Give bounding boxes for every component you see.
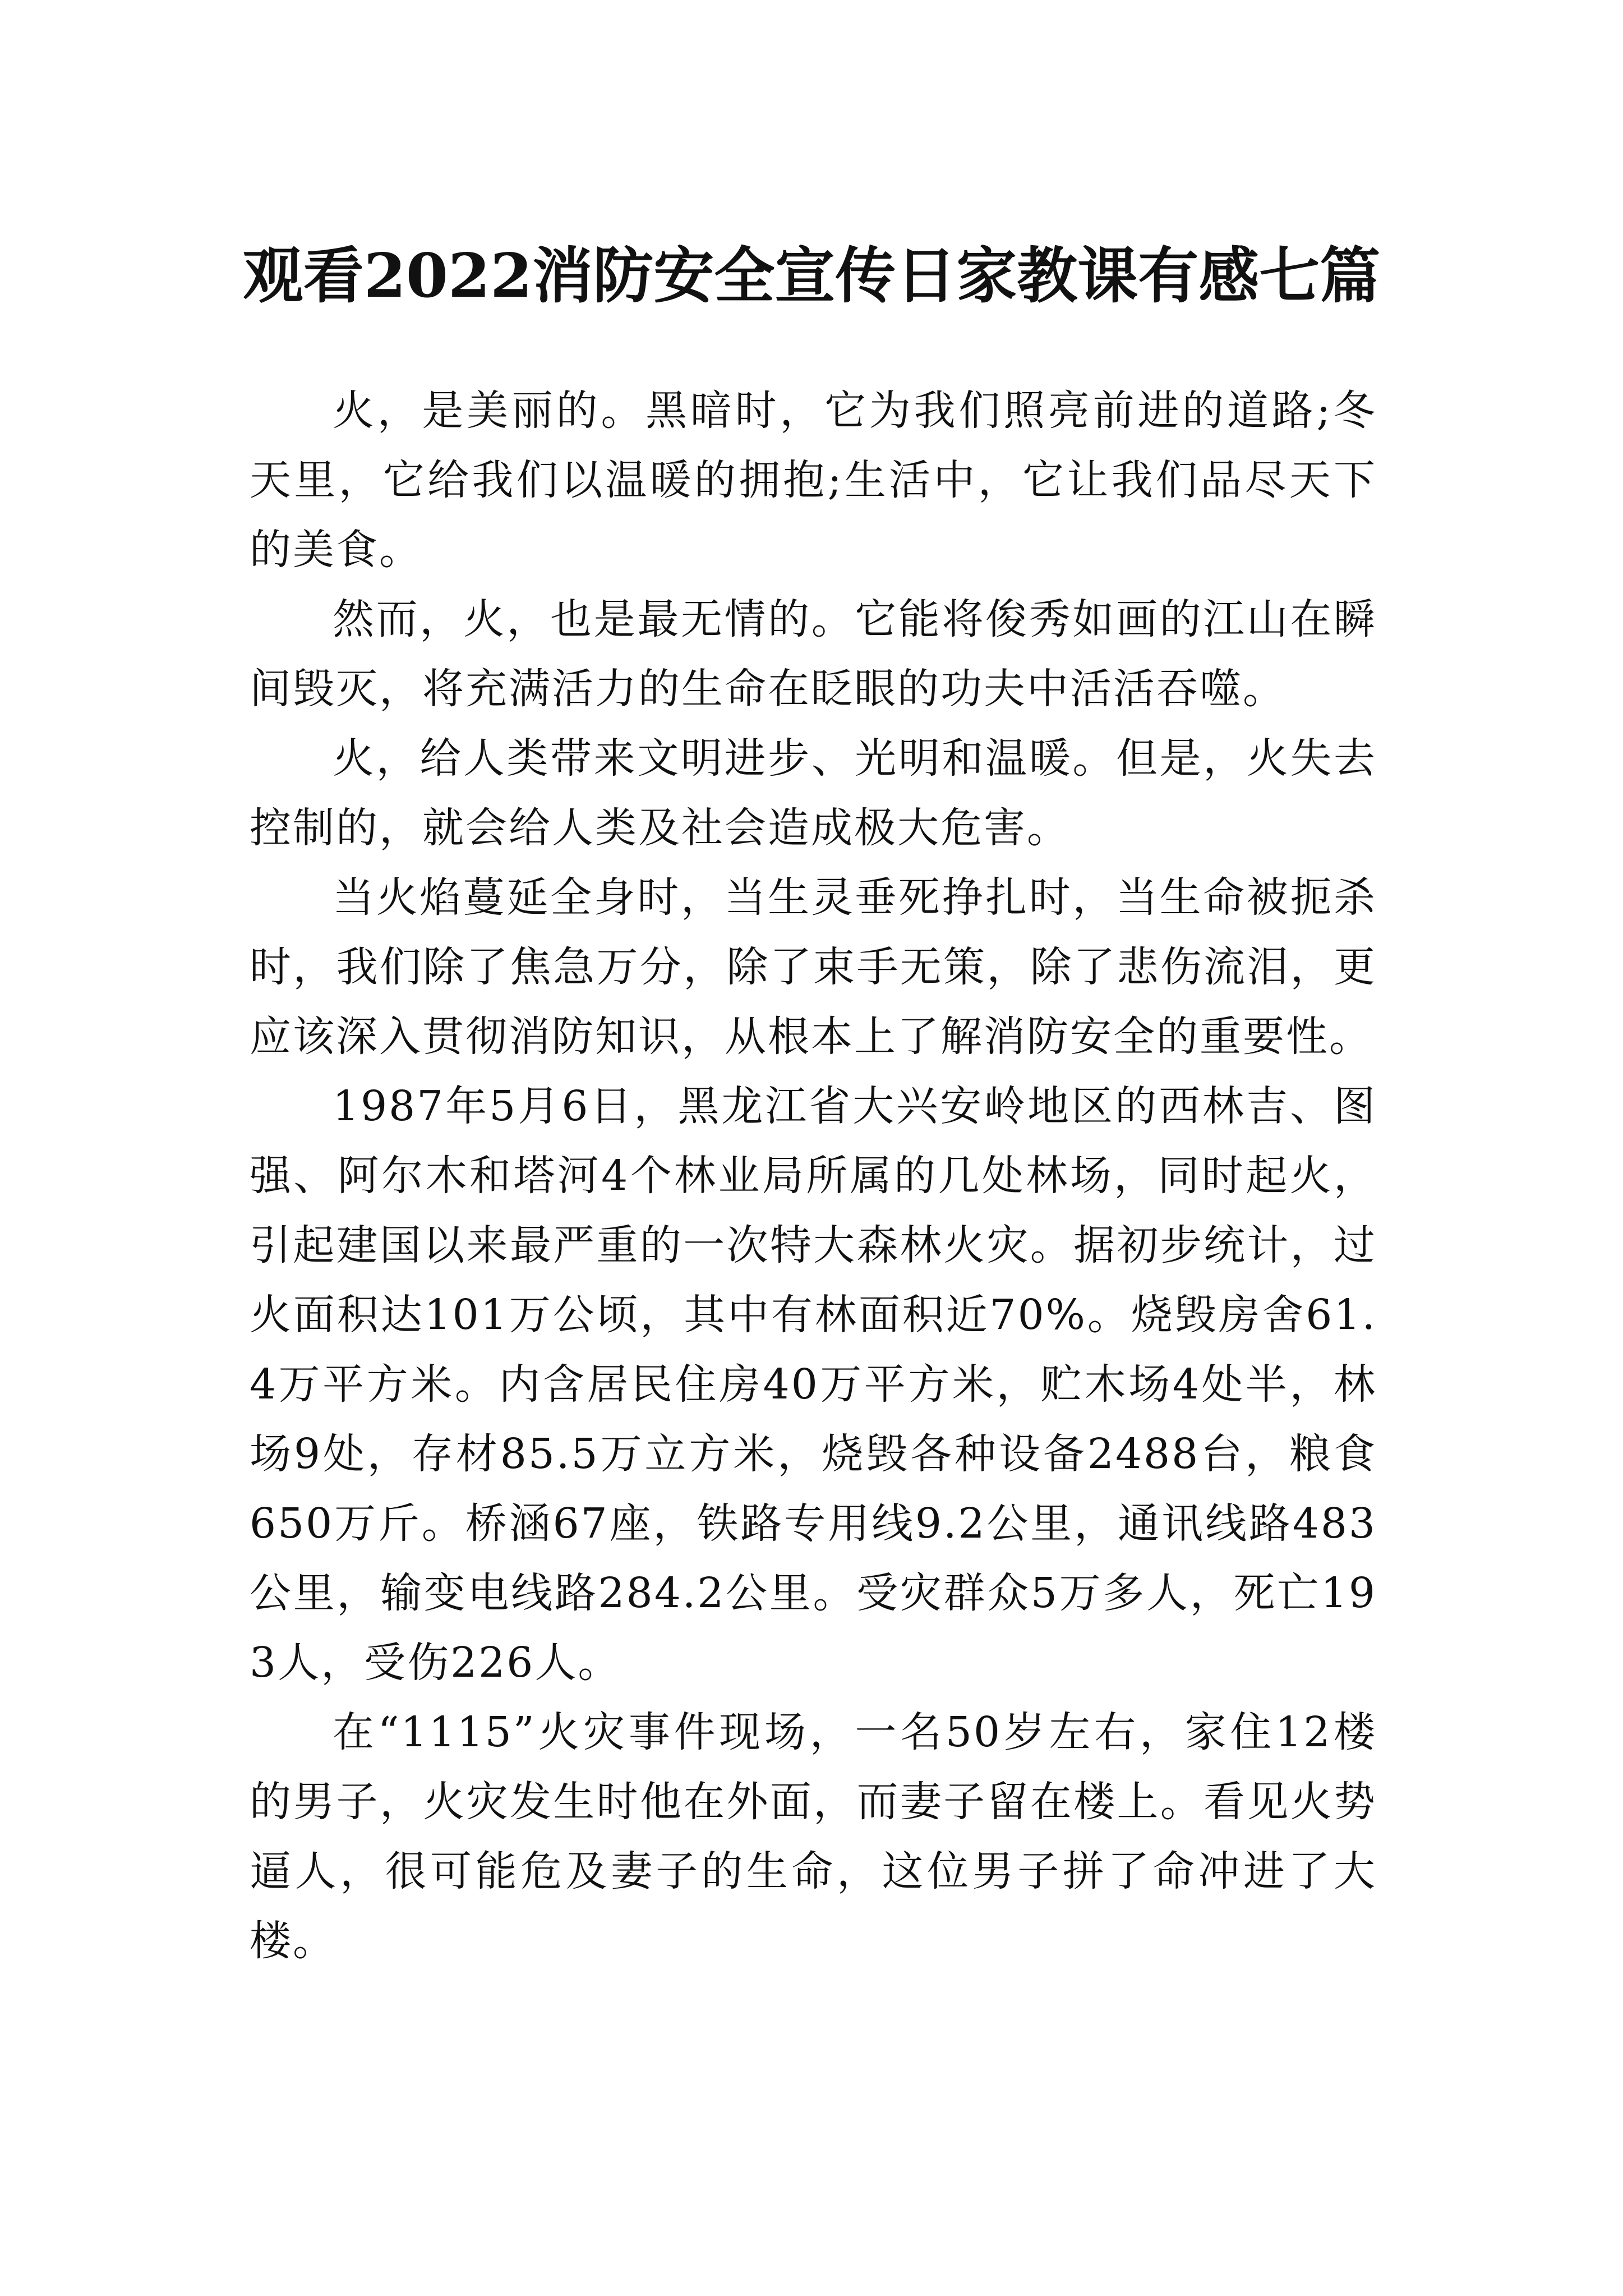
paragraph-5: 1987年5月6日，黑龙江省大兴安岭地区的西林吉、图强、阿尔木和塔河4个林业局所属的几处林场，同时起火，引起建国以来最严重的一次特大森林火灾。据初步统计，过火面积达101万公顷，其中有林面积近70%。烧毁房舍61.4万平方米。内含居民住房40万平方米，贮木场4处半，林场9处，存材85.5万立方米，烧毁各种设备2488台，粮食650万斤。桥涵67座，铁路专用线9.2公里，通讯线路483公里，输变电线路284.2公里。受灾群众5万多人，死亡193人，受伤226人。 xyxy=(250,1082,1377,1687)
document-title: 观看2022消防安全宣传日家教课有感七篇 xyxy=(242,241,1381,312)
document-body xyxy=(250,376,1377,1976)
paragraph-3: 火，给人类带来文明进步、光明和温暖。但是，火失去控制的，就会给人类及社会造成极大危害。 xyxy=(250,734,1377,852)
paragraph-6: 在“1115”火灾事件现场，一名50岁左右，家住12楼的男子，火灾发生时他在外面，而妻子留在楼上。看见火势逼人，很可能危及妻子的生命，这位男子拼了命冲进了大楼。 xyxy=(250,1708,1377,1965)
paragraph-1: 火，是美丽的。黑暗时，它为我们照亮前进的道路;冬天里，它给我们以温暖的拥抱;生活中，它让我们品尽天下的美食。 xyxy=(250,386,1377,574)
paragraph-4: 当火焰蔓延全身时，当生灵垂死挣扎时，当生命被扼杀时，我们除了焦急万分，除了束手无策，除了悲伤流泪，更应该深入贯彻消防知识，从根本上了解消防安全的重要性。 xyxy=(250,873,1377,1061)
paragraph-2: 然而，火，也是最无情的。它能将俊秀如画的江山在瞬间毁灭，将充满活力的生命在眨眼的功夫中活活吞噬。 xyxy=(250,595,1377,713)
